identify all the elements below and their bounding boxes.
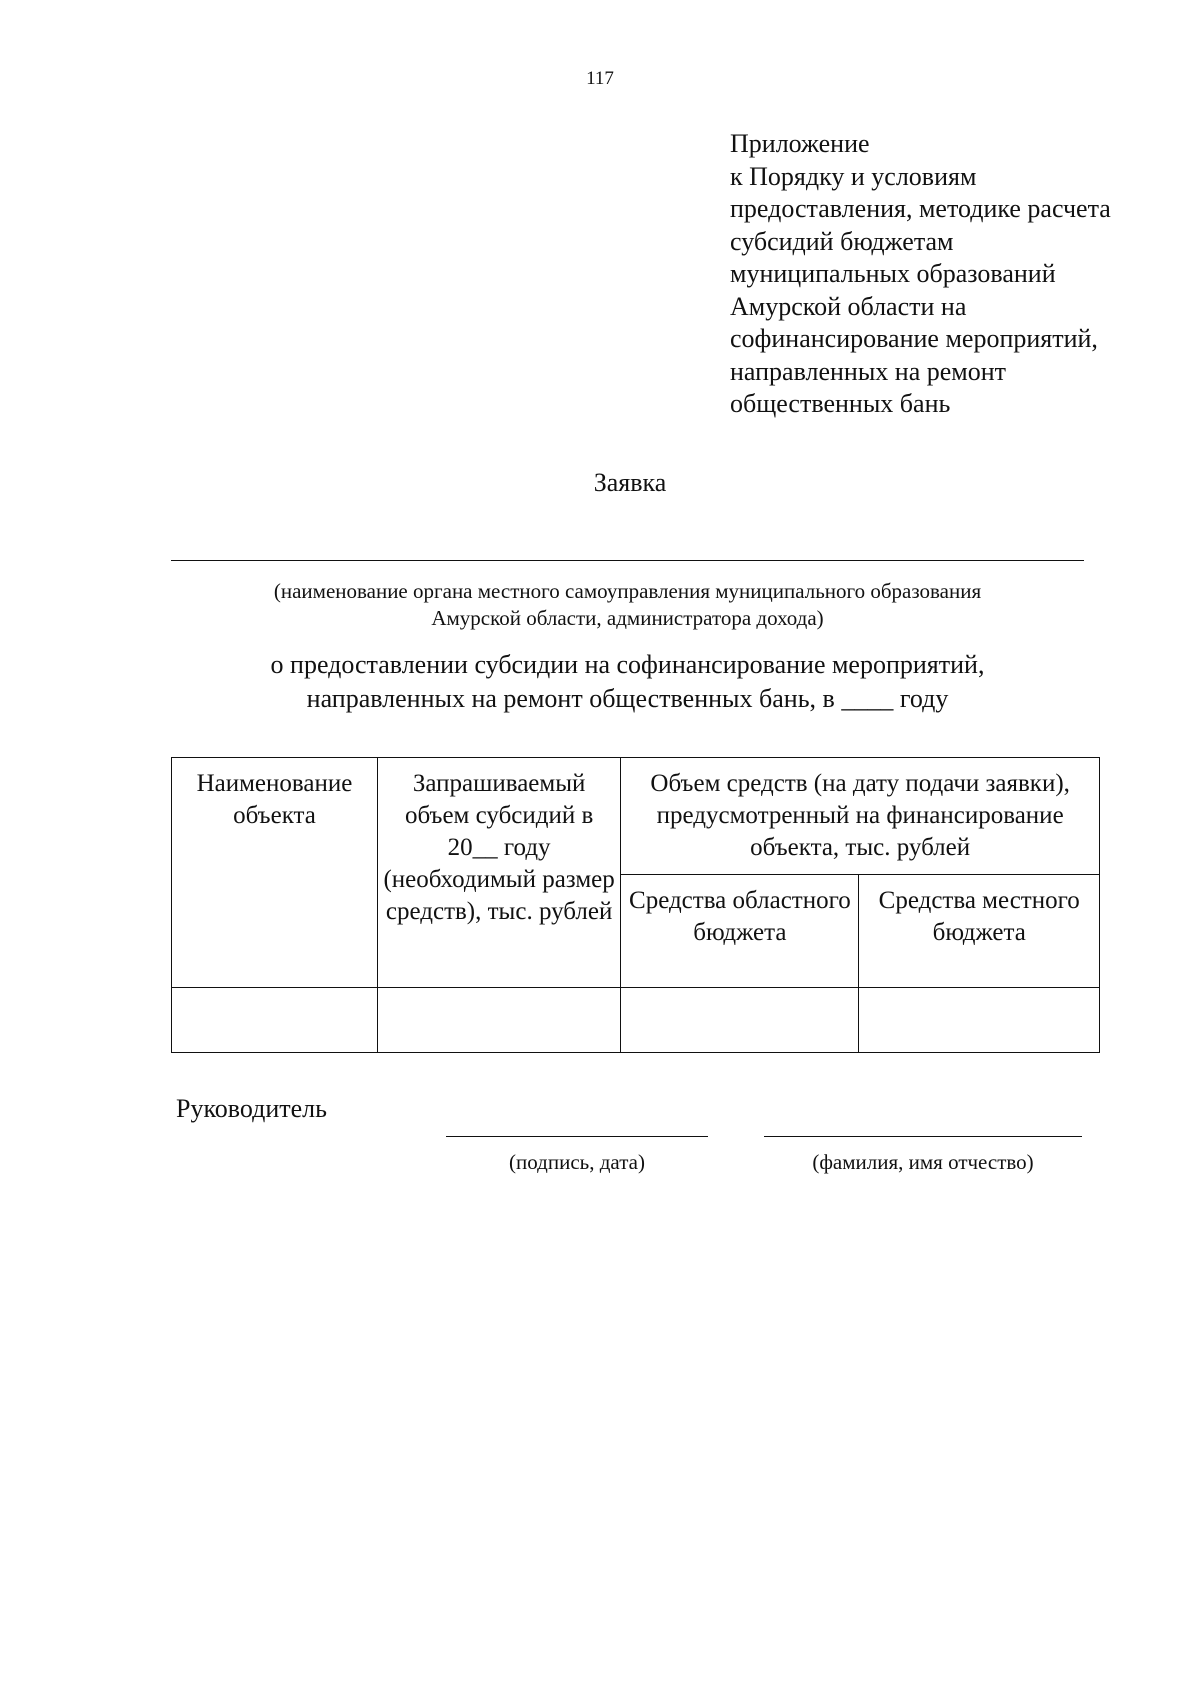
org-name-caption [171, 578, 1084, 632]
table-header-row [172, 758, 1100, 875]
cell-local-budget[interactable] [859, 988, 1100, 1053]
header-requested-amount: Запрашиваемый объем субсидий в 20__ году (необходимый размер средств), тыс. рублей [377, 758, 620, 988]
full-name-caption: (фамилия, имя отчество) [812, 1150, 1034, 1174]
request-table [171, 757, 1100, 1053]
header-local-budget: Средства местного бюджета [859, 875, 1100, 988]
appendix-line: софинансирование мероприятий, [730, 324, 1098, 353]
org-caption-line: Амурской области, администратора дохода) [431, 606, 824, 630]
appendix-line: субсидий бюджетам [730, 226, 954, 256]
appendix-line: Приложение [730, 129, 870, 158]
signature-fill-line[interactable] [446, 1136, 708, 1137]
subject-line: направленных на ремонт общественных бань, в ____ году [306, 684, 949, 713]
subject-line: о предоставлении субсидии на софинансирование мероприятий, [270, 650, 985, 679]
cell-object-name[interactable] [172, 988, 378, 1053]
appendix-line: общественных бань [730, 389, 951, 418]
page-number: 117 [586, 68, 614, 89]
header-funds-volume: Объем средств (на дату подачи заявки), предусмотренный на финансирование объекта, тыс. рублей [621, 758, 1100, 875]
cell-requested-amount[interactable] [377, 988, 620, 1053]
org-name-fill-line[interactable] [171, 560, 1084, 561]
appendix-line: Амурской области на [730, 291, 967, 321]
appendix-line: к Порядку и условиям [730, 161, 977, 191]
appendix-line: направленных на ремонт [730, 356, 1007, 386]
appendix-block [730, 128, 1111, 421]
appendix-line: муниципальных образований [730, 259, 1056, 288]
cell-regional-budget[interactable] [621, 988, 859, 1053]
document-title: Заявка [593, 468, 667, 497]
org-caption-line: (наименование органа местного самоуправления муниципального образования [273, 579, 982, 603]
full-name-fill-line[interactable] [764, 1136, 1082, 1137]
table-row [172, 988, 1100, 1053]
appendix-line: предоставления, методике расчета [730, 194, 1111, 223]
request-subject [171, 648, 1084, 716]
signature-caption: (подпись, дата) [509, 1150, 645, 1174]
header-object-name: Наименование объекта [172, 758, 378, 988]
signer-role: Руководитель [176, 1094, 327, 1123]
header-regional-budget: Средства областного бюджета [621, 875, 859, 988]
